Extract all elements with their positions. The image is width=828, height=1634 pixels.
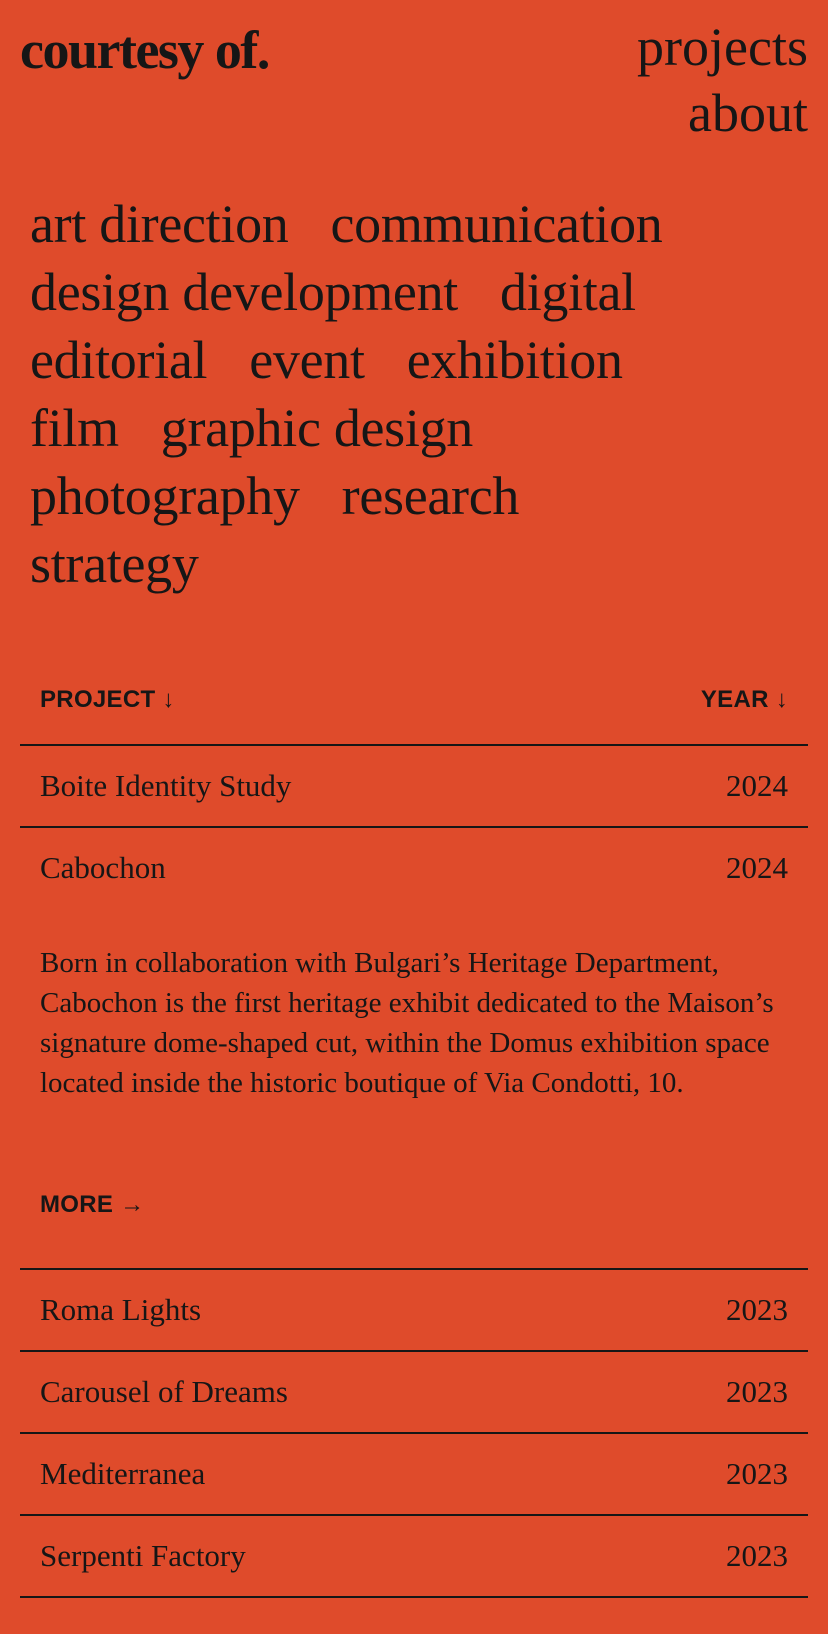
project-year: 2023: [726, 1538, 788, 1573]
more-link[interactable]: MORE →: [40, 1191, 145, 1218]
category-photography[interactable]: photography: [30, 466, 300, 526]
category-filters: [30, 190, 810, 598]
sort-by-year-button[interactable]: YEAR ↓: [700, 686, 788, 713]
project-title: Mediterranea: [40, 1456, 206, 1491]
table-row-expanded: [20, 828, 808, 1270]
category-row: [30, 394, 810, 462]
project-year: 2023: [726, 1456, 788, 1491]
category-exhibition[interactable]: exhibition: [406, 330, 623, 390]
table-header: [20, 665, 808, 746]
category-research[interactable]: research: [341, 466, 520, 526]
category-design-development[interactable]: design development: [30, 262, 458, 322]
project-title: Roma Lights: [40, 1292, 202, 1327]
table-row[interactable]: [20, 746, 808, 828]
category-digital[interactable]: digital: [500, 262, 636, 322]
category-strategy[interactable]: strategy: [30, 534, 199, 594]
logo[interactable]: courtesy of.: [20, 20, 269, 80]
category-row: [30, 462, 810, 530]
project-title: Boite Identity Study: [40, 768, 292, 803]
table-row[interactable]: [20, 1270, 808, 1352]
project-title[interactable]: Cabochon: [40, 850, 166, 885]
category-row: [30, 258, 810, 326]
project-title: Serpenti Factory: [40, 1538, 246, 1573]
site-header: [0, 0, 828, 160]
project-year: 2024: [726, 850, 788, 885]
projects-table: [20, 665, 808, 1598]
table-row[interactable]: [20, 1434, 808, 1516]
project-description: Born in collaboration with Bulgari’s Heritage Department, Cabochon is the first heritage exhibit dedicated to the Maison’s signature dome-shaped cut, within the Domus exhibition space located inside the historic boutique of Via Condotti, 10.: [40, 947, 774, 1099]
category-film[interactable]: film: [30, 398, 119, 458]
category-communication[interactable]: communication: [330, 194, 663, 254]
sort-by-project-button[interactable]: PROJECT ↓: [40, 686, 175, 713]
category-editorial[interactable]: editorial: [30, 330, 208, 390]
nav-projects-link[interactable]: projects: [637, 17, 808, 77]
main-nav: [637, 14, 808, 146]
project-year: 2023: [726, 1374, 788, 1409]
nav-about-link[interactable]: about: [688, 83, 808, 143]
category-row: [30, 530, 810, 598]
category-row: [30, 326, 810, 394]
project-year: 2023: [726, 1292, 788, 1327]
category-art-direction[interactable]: art direction: [30, 194, 289, 254]
project-year: 2024: [726, 768, 788, 803]
table-row[interactable]: [20, 1516, 808, 1598]
category-row: [30, 190, 810, 258]
category-event[interactable]: event: [249, 330, 365, 390]
table-row[interactable]: [20, 1352, 808, 1434]
category-graphic-design[interactable]: graphic design: [160, 398, 474, 458]
project-title: Carousel of Dreams: [40, 1374, 288, 1409]
